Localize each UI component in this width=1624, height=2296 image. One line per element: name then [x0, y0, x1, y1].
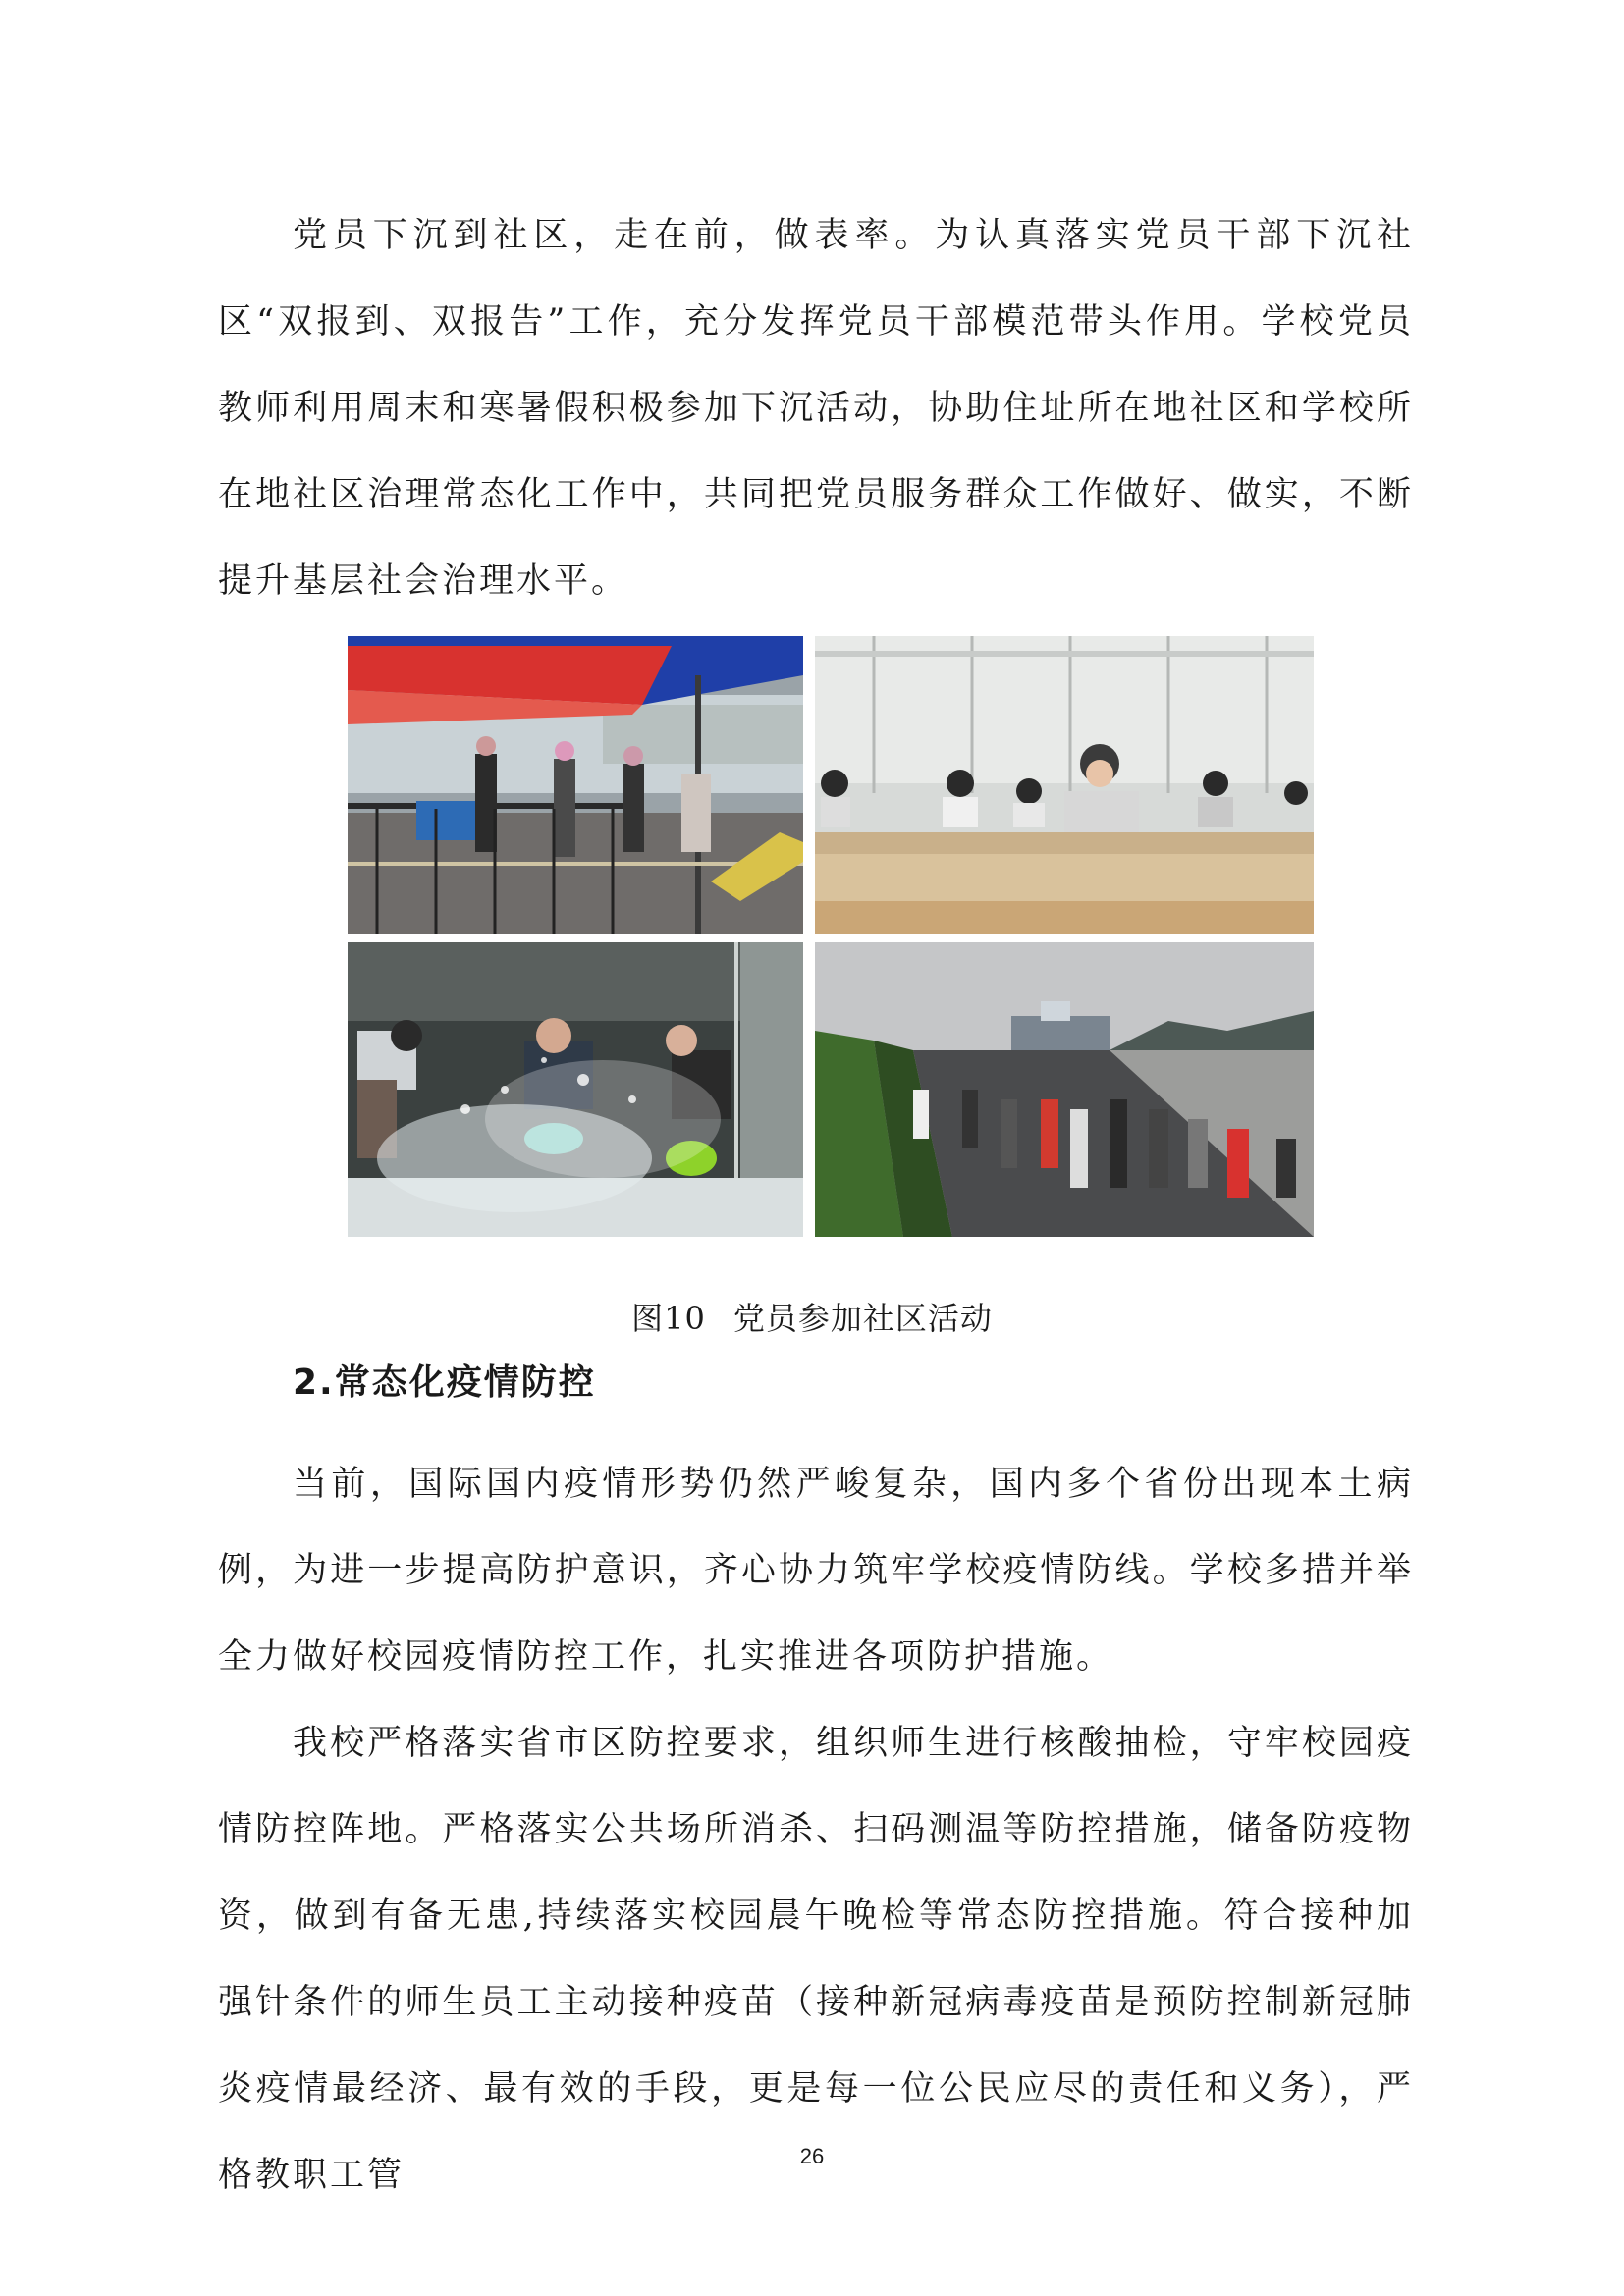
- figure-caption: [0, 1294, 1624, 1339]
- section-heading: 2.常态化疫情防控: [293, 1362, 596, 1403]
- photo-meeting-room: [815, 636, 1314, 934]
- figure-photo-grid: [348, 636, 1314, 1237]
- paragraph-prevention-measures: 我校严格落实省市区防控要求，组织师生进行核酸抽检，守牢校园疫情防控阵地。严格落实公共场所消杀、扫码测温等防控措施，储备防疫物资，做到有备无患,持续落实校园晨午晚检等常态防控措施。符合接种加强针条件的师生员工主动接种疫苗（接种新冠病毒疫苗是预防控制新冠肺炎疫情最经济、最有效的手段，更是每一位公民应尽的责任和义务），严格教职工管: [218, 1724, 1414, 2195]
- paragraph-epidemic-situation: 当前，国际国内疫情形势仍然严峻复杂，国内多个省份出现本土病例，为进一步提高防护意识，齐心协力筑牢学校疫情防线。学校多措并举全力做好校园疫情防控工作，扎实推进各项防护措施。: [218, 1465, 1414, 1677]
- page-number: 26: [799, 2144, 825, 2168]
- photo-riverside-patrol: [815, 942, 1314, 1237]
- figure-number: 图10: [631, 1300, 706, 1337]
- figure-title: 党员参加社区活动: [732, 1300, 993, 1337]
- photo-water-cleanup: [348, 942, 803, 1237]
- paragraph-party-members-community: 党员下沉到社区，走在前，做表率。为认真落实党员干部下沉社区“双报到、双报告”工作，充分发挥党员干部模范带头作用。学校党员教师利用周末和寒暑假积极参加下沉活动，协助住址所在地社区和学校所在地社区治理常态化工作中，共同把党员服务群众工作做好、做实，不断提升基层社会治理水平。: [218, 216, 1414, 601]
- photo-tent-checkpoint: [348, 636, 803, 934]
